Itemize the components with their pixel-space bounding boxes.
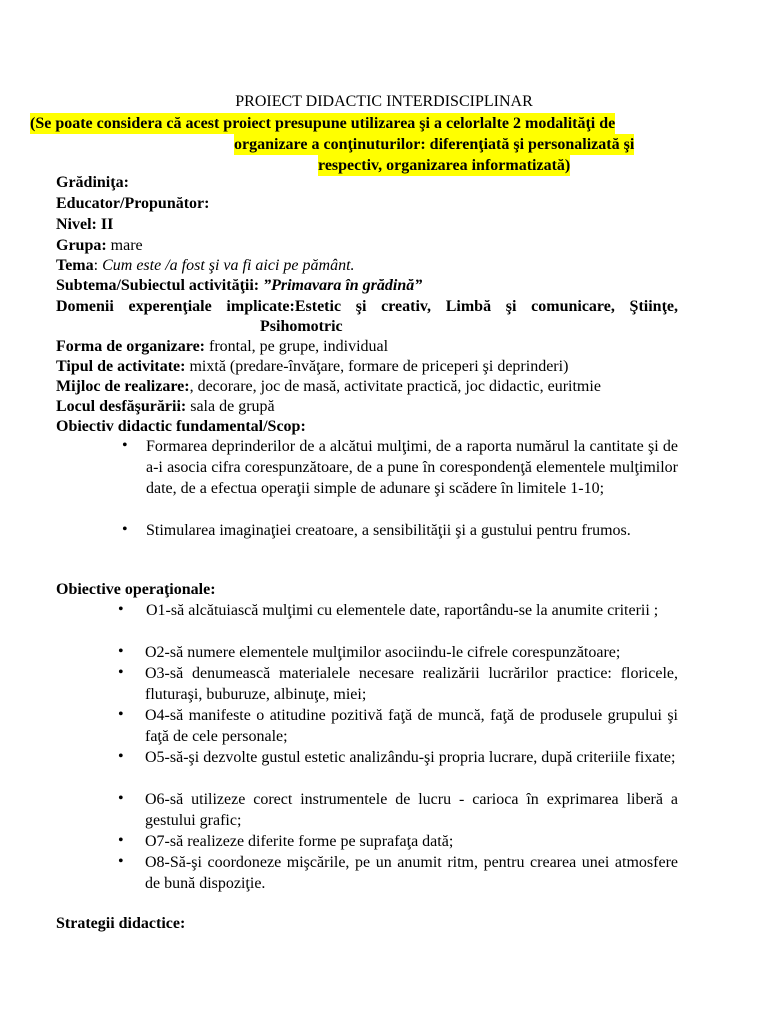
obiective-heading: Obiective operaţionale: xyxy=(56,581,216,598)
grupa-label: Grupa: xyxy=(56,237,107,254)
tipul-label: Tipul de activitate: xyxy=(56,358,186,375)
tema-sep: : xyxy=(93,257,103,274)
obiectiv-o4: O4-să manifeste o atitudine pozitivă faţă de muncă, faţă de produsele grupului şi faţă de cele personale; xyxy=(145,707,678,745)
subtema-value: ”Primavara în grădină” xyxy=(263,277,423,294)
obiectiv-o3 xyxy=(145,663,678,705)
mijloc-label: Mijloc de realizare: xyxy=(56,378,190,395)
mijloc-value: , decorare, joc de masă, activitate practică, joc didactic, euritmie xyxy=(189,378,601,395)
obiectiv-o3-text: O3-să denumească materialele necesare realizării lucrărilor practice: floricele, fluturaşi, buburuze, albinuţe, miei; xyxy=(145,665,678,703)
field-tema xyxy=(56,256,355,276)
field-domenii-line1: Domenii experenţiale implicate:Estetic şi creativ, Limbă şi comunicare, Ştiinţe, xyxy=(56,298,678,315)
field-mijloc xyxy=(56,377,601,397)
forma-label: Forma de organizare: xyxy=(56,338,205,355)
document-title: PROIECT DIDACTIC INTERDISCIPLINAR xyxy=(235,93,533,110)
grupa-value: mare xyxy=(106,237,143,254)
bullet-icon: • xyxy=(118,664,124,681)
tipul-value: mixtă (predare-învăţare, formare de priceperi şi deprinderi) xyxy=(185,358,569,375)
obiectiv-o6: O6-să utilizeze corect instrumentele de lucru - carioca în exprimarea liberă a gestului grafic; xyxy=(145,791,678,829)
forma-value: frontal, pe grupe, individual xyxy=(205,338,389,355)
bullet-icon: • xyxy=(118,706,124,723)
bullet-icon: • xyxy=(118,790,124,807)
field-grupa xyxy=(56,236,143,256)
obiectiv-o8: O8-Să-şi coordoneze mişcările, pe un anumit ritm, pentru crearea unei atmosfere de bună dispoziţie. xyxy=(145,854,678,892)
field-obiectiv: Obiectiv didactic fundamental/Scop: xyxy=(56,418,306,435)
locul-label: Locul desfăşurării: xyxy=(56,398,187,415)
bullet-icon: • xyxy=(118,643,124,660)
note-line-2: organizare a conţinuturilor: diferenţiată şi personalizată şi xyxy=(234,136,635,153)
bullet-icon: • xyxy=(118,853,124,870)
field-locul xyxy=(56,397,275,417)
scop-item-2: Stimularea imaginaţiei creatoare, a sensibilităţii şi a gustului pentru frumos. xyxy=(146,522,631,539)
bullet-icon: • xyxy=(118,748,124,765)
locul-value: sala de grupă xyxy=(186,398,275,415)
field-gradinita: Grădiniţa: xyxy=(56,174,129,191)
bullet-icon: • xyxy=(122,521,128,538)
obiectiv-o1: O1-să alcătuiască mulţimi cu elementele date, raportându-se la anumite criterii ; xyxy=(146,602,659,619)
bullet-icon: • xyxy=(118,832,124,849)
bullet-icon: • xyxy=(122,437,128,454)
obiectiv-o2: O2-să numere elementele mulţimilor asociindu-le cifrele corespunzătoare; xyxy=(145,644,621,661)
obiectiv-o7: O7-să realizeze diferite forme pe suprafaţa dată; xyxy=(145,833,454,850)
note-line-1: (Se poate considera că acest proiect presupune utilizarea şi a celorlalte 2 modalităţi de xyxy=(30,115,616,132)
field-educator: Educator/Propunător: xyxy=(56,195,210,212)
tema-value: Cum este /a fost şi va fi aici pe pământ. xyxy=(102,257,355,274)
bullet-icon: • xyxy=(118,601,124,618)
field-subtema xyxy=(56,276,422,296)
field-nivel: Nivel: II xyxy=(56,216,114,233)
field-tipul xyxy=(56,357,568,377)
field-forma xyxy=(56,337,388,357)
subtema-label: Subtema/Subiectul activităţii: xyxy=(56,277,264,294)
strategii-heading: Strategii didactice: xyxy=(56,915,186,932)
field-domenii-line2: Psihomotric xyxy=(260,318,343,335)
scop-item-1: Formarea deprinderilor de a alcătui mulţimi, de a raporta numărul la cantitate şi de a-i asocia cifra corespunzătoare, de a pune în corespondenţă elementele mulţimilor date, de a efectua operaţii simple de adunare şi scădere în limitele 1-10; xyxy=(146,438,678,497)
note-line-3: respectiv, organizarea informatizată) xyxy=(318,157,571,174)
obiectiv-o5: O5-să-şi dezvolte gustul estetic analizându-şi propria lucrare, după criteriile fixate; xyxy=(145,749,676,766)
tema-label: Tema xyxy=(56,257,94,274)
